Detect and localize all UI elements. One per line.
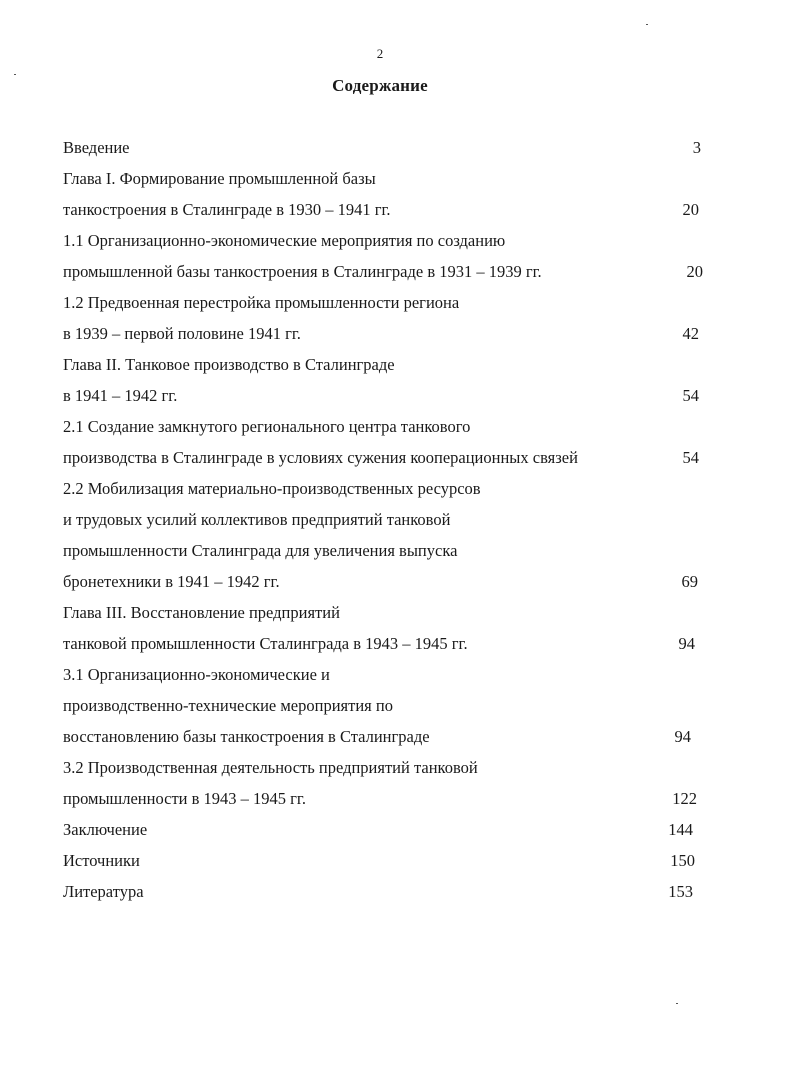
toc-row bbox=[63, 228, 703, 259]
toc-entry-page: 42 bbox=[682, 324, 699, 343]
toc-row bbox=[63, 321, 703, 352]
toc-entry-page: 153 bbox=[668, 882, 693, 901]
toc-entry-text: Источники bbox=[63, 851, 140, 870]
toc-entry-page: 69 bbox=[681, 572, 698, 591]
toc-row bbox=[63, 755, 703, 786]
page-title: Содержание bbox=[332, 76, 428, 95]
toc-entry-text: 2.1 Создание замкнутого регионального центра танкового bbox=[63, 417, 471, 436]
toc-entry-text: Глава III. Восстановление предприятий bbox=[63, 603, 340, 622]
scan-speck bbox=[646, 24, 648, 25]
toc-row bbox=[63, 848, 703, 879]
toc-row bbox=[63, 724, 703, 755]
toc-row bbox=[63, 879, 703, 910]
toc-entry-text: и трудовых усилий коллективов предприятий танковой bbox=[63, 510, 451, 529]
toc-row bbox=[63, 600, 703, 631]
toc-entry-text: Глава I. Формирование промышленной базы bbox=[63, 169, 376, 188]
toc-row bbox=[63, 817, 703, 848]
toc-entry-page: 94 bbox=[674, 727, 691, 746]
toc-row bbox=[63, 569, 703, 600]
toc-entry-page: 144 bbox=[668, 820, 693, 839]
toc-entry-text: в 1939 – первой половине 1941 гг. bbox=[63, 324, 301, 343]
toc-entry-text: Литература bbox=[63, 882, 144, 901]
toc-row bbox=[63, 135, 703, 166]
toc-entry-text: производственно-технические мероприятия по bbox=[63, 696, 393, 715]
toc-entry-text: восстановлению базы танкостроения в Сталинграде bbox=[63, 727, 430, 746]
table-of-contents bbox=[63, 135, 703, 910]
scan-speck bbox=[676, 1003, 678, 1004]
toc-row bbox=[63, 507, 703, 538]
toc-entry-text: бронетехники в 1941 – 1942 гг. bbox=[63, 572, 280, 591]
toc-row bbox=[63, 693, 703, 724]
toc-entry-page: 122 bbox=[672, 789, 697, 808]
toc-entry-text: 3.1 Организационно-экономические и bbox=[63, 665, 330, 684]
page-number: 2 bbox=[376, 46, 384, 61]
toc-row bbox=[63, 383, 703, 414]
toc-row bbox=[63, 197, 703, 228]
toc-entry-page: 20 bbox=[686, 262, 703, 281]
toc-row bbox=[63, 259, 703, 290]
toc-row bbox=[63, 631, 703, 662]
toc-row bbox=[63, 538, 703, 569]
toc-entry-text: 3.2 Производственная деятельность предприятий танковой bbox=[63, 758, 478, 777]
toc-entry-page: 20 bbox=[682, 200, 699, 219]
toc-entry-page: 54 bbox=[682, 386, 699, 405]
toc-entry-page: 150 bbox=[670, 851, 695, 870]
toc-entry-text: промышленной базы танкостроения в Сталинграде в 1931 – 1939 гг. bbox=[63, 262, 542, 281]
toc-entry-text: 1.2 Предвоенная перестройка промышленности региона bbox=[63, 293, 460, 312]
toc-row bbox=[63, 414, 703, 445]
toc-entry-page: 54 bbox=[682, 448, 699, 467]
toc-row bbox=[63, 352, 703, 383]
toc-entry-text: танкостроения в Сталинграде в 1930 – 1941 гг. bbox=[63, 200, 391, 219]
toc-entry-text: промышленности в 1943 – 1945 гг. bbox=[63, 789, 306, 808]
scan-speck bbox=[14, 74, 16, 75]
toc-row bbox=[63, 662, 703, 693]
toc-entry-text: производства в Сталинграде в условиях сужения кооперационных связей bbox=[63, 448, 578, 467]
toc-row bbox=[63, 290, 703, 321]
toc-row bbox=[63, 445, 703, 476]
toc-row bbox=[63, 786, 703, 817]
toc-entry-text: 2.2 Мобилизация материально-производственных ресурсов bbox=[63, 479, 481, 498]
toc-entry-text: Глава II. Танковое производство в Сталинграде bbox=[63, 355, 395, 374]
toc-entry-text: в 1941 – 1942 гг. bbox=[63, 386, 178, 405]
toc-entry-text: Заключение bbox=[63, 820, 148, 839]
toc-entry-text: 1.1 Организационно-экономические мероприятия по созданию bbox=[63, 231, 506, 250]
toc-entry-page: 3 bbox=[692, 138, 701, 157]
toc-entry-text: танковой промышленности Сталинграда в 1943 – 1945 гг. bbox=[63, 634, 468, 653]
toc-row bbox=[63, 166, 703, 197]
toc-row bbox=[63, 476, 703, 507]
toc-entry-page: 94 bbox=[678, 634, 695, 653]
toc-entry-text: Введение bbox=[63, 138, 130, 157]
toc-entry-text: промышленности Сталинграда для увеличения выпуска bbox=[63, 541, 458, 560]
